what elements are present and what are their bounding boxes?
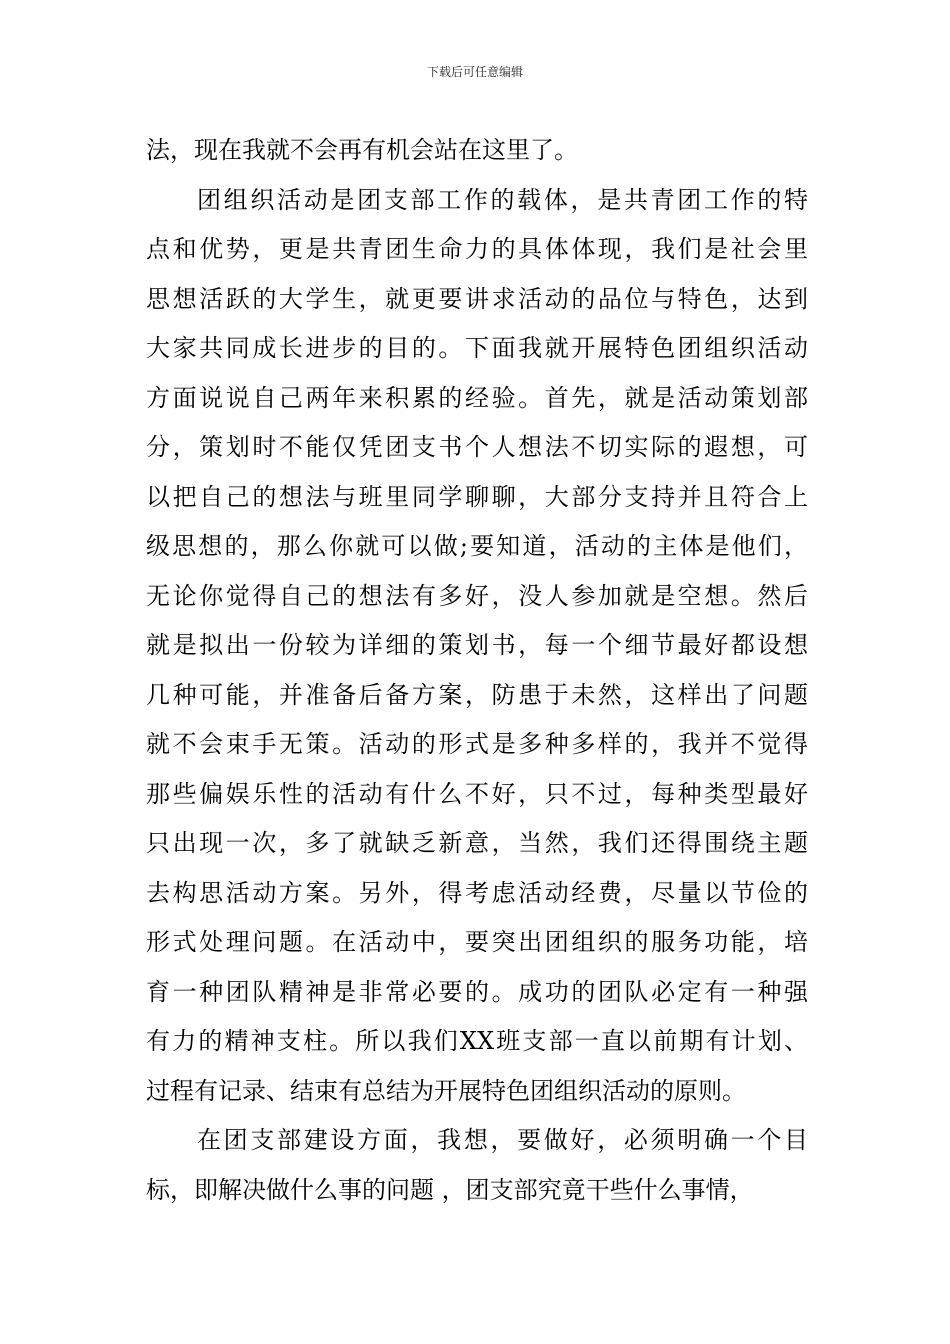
text-line: 就不会束手无策。活动的形式是多种多样的，我并不觉得 [146, 730, 808, 758]
text-line: 无论你觉得自己的想法有多好，没人参加就是空想。然后 [146, 581, 808, 610]
page-header: 下载后可任意编辑 [426, 65, 523, 79]
text-line: 几种可能，并准备后备方案，防患于未然，这样出了问题 [146, 680, 808, 709]
text-line: 思想活跃的大学生，就更要讲求活动的品位与特色，达到 [146, 284, 808, 313]
text-line: 有力的精神支柱。所以我们XX班支部一直以前期有计划、 [146, 1027, 808, 1055]
text-line: 以把自己的想法与班里同学聊聊，大部分支持并且符合上 [146, 482, 808, 511]
text-line: 只出现一次，多了就缺乏新意，当然，我们还得围绕主题 [146, 829, 808, 857]
text-line: 就是拟出一份较为详细的策划书，每一个细节最好都设想 [146, 631, 808, 659]
text-line: 过程有记录、结束有总结为开展特色团组织活动的原则。 [146, 1076, 746, 1105]
text-line: 方面说说自己两年来积累的经验。首先，就是活动策划部 [146, 383, 808, 412]
text-line: 法，现在我就不会再有机会站在这里了。 [146, 136, 578, 164]
text-line: 标，即解决做什么事的问题 ，团支部究竟干些什么事情， [146, 1175, 754, 1204]
paragraph [146, 1116, 808, 1215]
text-line: 去构思活动方案。另外，得考虑活动经费，尽量以节俭的 [146, 878, 808, 907]
text-line: 那些偏娱乐性的活动有什么不好，只不过，每种类型最好 [146, 779, 808, 808]
text-line: 团组织活动是团支部工作的载体，是共青团工作的特 [197, 185, 808, 214]
text-line: 在团支部建设方面，我想，要做好，必须明确一个目 [197, 1126, 808, 1154]
text-line: 级思想的，那么你就可以做;要知道，活动的主体是他们， [146, 532, 808, 560]
text-line: 分，策划时不能仅凭团支书个人想法不切实际的遐想，可 [146, 433, 808, 461]
paragraph [146, 126, 808, 176]
text-line: 育一种团队精神是非常必要的。成功的团队必定有一种强 [146, 977, 808, 1006]
text-line: 形式处理问题。在活动中，要突出团组织的服务功能，培 [146, 928, 808, 956]
document-body [146, 126, 808, 1215]
text-line: 大家共同成长进步的目的。下面我就开展特色团组织活动 [146, 334, 808, 362]
paragraph [146, 176, 808, 1117]
text-line: 点和优势，更是共青团生命力的具体体现，我们是社会里 [146, 235, 808, 263]
